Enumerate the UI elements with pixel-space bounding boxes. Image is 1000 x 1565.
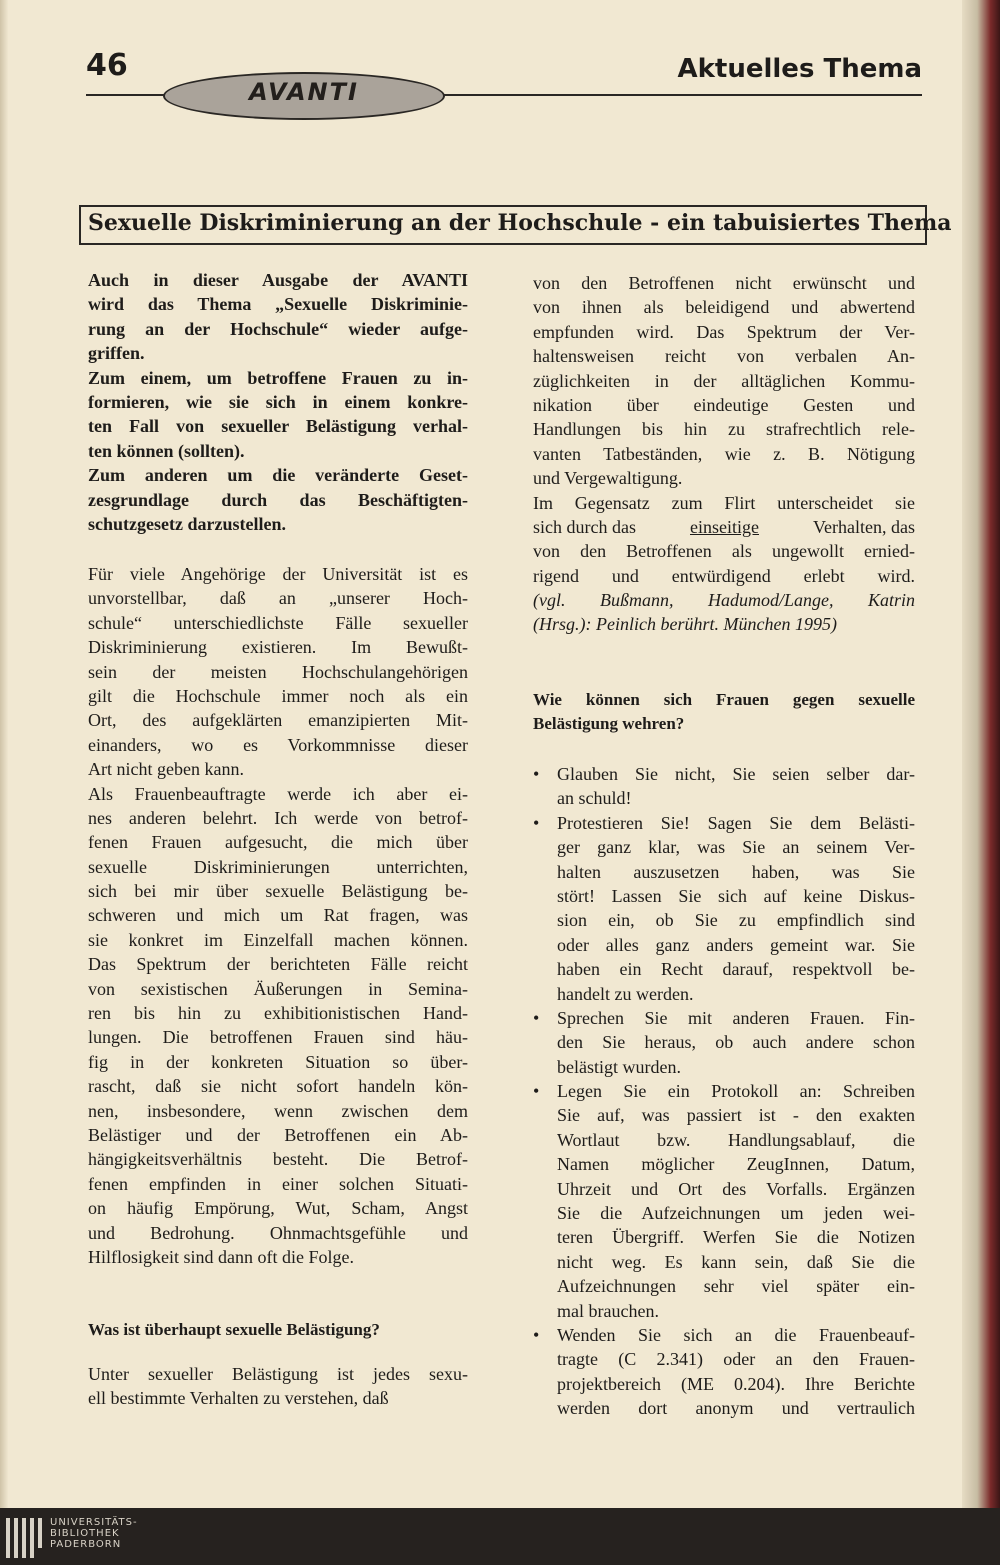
body-line: rascht, daß sie nicht sofort handeln kön- bbox=[88, 1076, 468, 1097]
page-number: 46 bbox=[86, 48, 128, 83]
bullet-line: haben ein Recht darauf, respektvoll be- bbox=[557, 959, 915, 980]
footer-bar bbox=[0, 1508, 1000, 1565]
article-title: Sexuelle Diskriminierung an der Hochschule - ein tabuisiertes Thema bbox=[88, 210, 952, 236]
body-line: fig in der konkreten Situation so über- bbox=[88, 1051, 468, 1072]
body-line: on häufig Empörung, Wut, Scham, Angst bbox=[88, 1198, 468, 1219]
bullet-line: handelt zu werden. bbox=[557, 983, 694, 1004]
bullet-line: mal brauchen. bbox=[557, 1300, 659, 1321]
body-line: nen, insbesondere, wenn zwischen dem bbox=[88, 1100, 468, 1121]
definition-line: ell bestimmte Verhalten zu verstehen, daß bbox=[88, 1388, 389, 1409]
definition-line: nikation über eindeutige Gesten und bbox=[533, 394, 915, 415]
body-line: und Bedrohung. Ohnmachtsgefühle und bbox=[88, 1222, 468, 1243]
bullet-line: Sie die Aufzeichnungen um jeden wei- bbox=[557, 1203, 915, 1224]
body-line: lungen. Die betroffenen Frauen sind häu- bbox=[88, 1027, 468, 1048]
bullet-icon: • bbox=[533, 812, 540, 833]
bullet-line: Wortlaut bzw. Handlungsablauf, die bbox=[557, 1129, 915, 1150]
bullet-line: Aufzeichnungen sehr viel später ein- bbox=[557, 1276, 915, 1297]
body-line: hängigkeitsverhältnis besteht. Die Betrof- bbox=[88, 1149, 468, 1170]
left-subheading-block bbox=[88, 1318, 468, 1342]
bullet-line: halten auszusetzen haben, was Sie bbox=[557, 861, 915, 882]
citation-line: (vgl. Bußmann, Hadumod/Lange, Katrin bbox=[533, 590, 915, 611]
bullet-item bbox=[533, 1006, 915, 1079]
library-logo-icon bbox=[6, 1518, 44, 1560]
flirt-line: rigend und entwürdigend erlebt wird. bbox=[533, 565, 915, 586]
flirt-line: Im Gegensatz zum Flirt unterscheidet sie bbox=[533, 492, 915, 513]
intro-line: Zum anderen um die veränderte Geset- bbox=[88, 465, 468, 486]
intro-line: griffen. bbox=[88, 343, 145, 364]
body-line: sich bei mir über sexuelle Belästigung be- bbox=[88, 881, 468, 902]
definition-line: von ihnen als beleidigend und abwertend bbox=[533, 297, 915, 318]
body-line: gilt die Hochschule immer noch als ein bbox=[88, 685, 468, 706]
avanti-logo: AVANTI bbox=[249, 78, 359, 106]
body-line: fenen empfinden in einer solchen Situati- bbox=[88, 1173, 468, 1194]
body-line: nes anderen belehrt. Ich werde von betrof- bbox=[88, 807, 468, 828]
bullet-line: Wenden Sie sich an die Frauenbeauf- bbox=[557, 1324, 915, 1345]
subheading-what-is: Was ist überhaupt sexuelle Belästigung? bbox=[88, 1320, 380, 1339]
body-line: sexuelle Diskriminierungen unterrichten, bbox=[88, 856, 468, 877]
underlined-word: einseitige bbox=[690, 516, 759, 537]
intro-line: zesgrundlage durch das Beschäftigten- bbox=[88, 489, 468, 510]
bullet-line: stört! Lassen Sie sich auf keine Diskus- bbox=[557, 885, 915, 906]
bullet-line: werden dort anonym und vertraulich bbox=[557, 1398, 915, 1419]
subheading-line: Belästigung wehren? bbox=[533, 714, 685, 734]
bullet-list bbox=[533, 762, 915, 1421]
body-line: Hilflosigkeit sind dann oft die Folge. bbox=[88, 1246, 354, 1267]
definition-line: Handlungen bis hin zu strafrechtlich rele- bbox=[533, 419, 915, 440]
body-line: Das Spektrum der berichteten Fälle reicht bbox=[88, 954, 468, 975]
intro-line: ten können (sollten). bbox=[88, 440, 245, 461]
intro-line: ten Fall von sexueller Belästigung verhal- bbox=[88, 416, 468, 437]
body-line: schweren und mich um Rat fragen, was bbox=[88, 905, 468, 926]
body-line: Diskriminierung existieren. Im Bewußt- bbox=[88, 637, 468, 658]
bullet-line: ger ganz klar, was Sie an seinem Ver- bbox=[557, 837, 915, 858]
body-line: fenen Frauen aufgesucht, die mich über bbox=[88, 832, 468, 853]
definition-line: empfunden wird. Das Spektrum der Ver- bbox=[533, 321, 915, 342]
body-line: Art nicht geben kann. bbox=[88, 759, 244, 780]
bullet-item bbox=[533, 1323, 915, 1421]
left-definition bbox=[88, 1362, 468, 1411]
bullet-icon: • bbox=[533, 1081, 540, 1102]
body-line: unvorstellbar, daß an „unserer Hoch- bbox=[88, 588, 468, 609]
bullet-icon: • bbox=[533, 1324, 540, 1345]
bullet-line: an schuld! bbox=[557, 788, 632, 809]
left-intro bbox=[88, 268, 468, 536]
bullet-item bbox=[533, 762, 915, 811]
body-line: schule“ unterschiedlichste Fälle sexueller bbox=[88, 612, 468, 633]
bullet-line: Glauben Sie nicht, Sie seien selber dar- bbox=[557, 764, 915, 784]
book-edge bbox=[962, 0, 1000, 1508]
bullet-line: Sprechen Sie mit anderen Frauen. Fin- bbox=[557, 1007, 915, 1028]
bullet-line: belästigt wurden. bbox=[557, 1056, 681, 1077]
bullet-line: Sie auf, was passiert ist - den exakten bbox=[557, 1105, 915, 1126]
bullet-line: Legen Sie ein Protokoll an: Schreiben bbox=[557, 1081, 915, 1102]
intro-line: schutzgesetz darzustellen. bbox=[88, 513, 286, 534]
section-title: Aktuelles Thema bbox=[677, 54, 922, 84]
bullet-line: Uhrzeit und Ort des Vorfalls. Ergänzen bbox=[557, 1178, 915, 1199]
flirt-line-emphasis bbox=[533, 515, 915, 539]
bullet-icon: • bbox=[533, 1007, 540, 1028]
flirt-text: Verhalten, das bbox=[813, 516, 915, 537]
library-line: PADERBORN bbox=[50, 1539, 122, 1550]
bullet-line: nicht weg. Es kann sein, daß Sie die bbox=[557, 1251, 915, 1272]
bullet-item bbox=[533, 1079, 915, 1323]
body-line: von sexistischen Äußerungen in Semina- bbox=[88, 978, 468, 999]
bullet-line: oder alles ganz anders gemeint war. Sie bbox=[557, 934, 915, 955]
body-line: Als Frauenbeauftragte werde ich aber ei- bbox=[88, 783, 468, 804]
bullet-line: Namen möglicher ZeugInnen, Datum, bbox=[557, 1154, 915, 1175]
body-line: sie konkret im Einzelfall machen können. bbox=[88, 929, 468, 950]
definition-line: und Vergewaltigung. bbox=[533, 468, 683, 489]
bullet-line: projektbereich (ME 0.204). Ihre Berichte bbox=[557, 1373, 915, 1394]
body-line: Ort, des aufgeklärten emanzipierten Mit- bbox=[88, 710, 468, 731]
definition-line: züglichkeiten in der alltäglichen Kommu- bbox=[533, 370, 915, 391]
intro-line: Auch in dieser Ausgabe der AVANTI bbox=[88, 270, 468, 290]
body-line: Belästiger und der Betroffenen ein Ab- bbox=[88, 1124, 468, 1145]
bullet-icon: • bbox=[533, 764, 540, 784]
bullet-line: Protestieren Sie! Sagen Sie dem Belästi- bbox=[557, 812, 915, 833]
definition-line: vanten Tatbeständen, wie z. B. Nötigung bbox=[533, 443, 915, 464]
bullet-line: den Sie heraus, ob auch andere schon bbox=[557, 1032, 915, 1053]
bullet-line: sion ein, ob Sie zu empfindlich sind bbox=[557, 910, 915, 931]
library-line: UNIVERSITÄTS- bbox=[50, 1517, 138, 1528]
flirt-line: von den Betroffenen als ungewollt ernied- bbox=[533, 541, 915, 562]
body-line: sein der meisten Hochschulangehörigen bbox=[88, 661, 468, 682]
definition-line: Unter sexueller Belästigung ist jedes sexu- bbox=[88, 1364, 468, 1384]
left-body bbox=[88, 562, 468, 1269]
citation-line: (Hrsg.): Peinlich berührt. München 1995) bbox=[533, 614, 837, 635]
intro-line: rung an der Hochschule“ wieder aufge- bbox=[88, 318, 468, 339]
right-definition bbox=[533, 271, 915, 637]
intro-line: formieren, wie sie sich in einem konkre- bbox=[88, 391, 468, 412]
library-name bbox=[50, 1517, 138, 1550]
bullet-item bbox=[533, 811, 915, 1006]
right-subheading bbox=[533, 688, 915, 737]
definition-line: von den Betroffenen nicht erwünscht und bbox=[533, 273, 915, 293]
body-line: einanders, wo es Vorkommnisse dieser bbox=[88, 734, 468, 755]
body-line: ren bis hin zu exhibitionistischen Hand- bbox=[88, 1003, 468, 1024]
page-gutter bbox=[0, 0, 8, 1508]
body-line: Für viele Angehörige der Universität ist es bbox=[88, 564, 468, 584]
bullet-line: teren Übergriff. Werfen Sie die Notizen bbox=[557, 1227, 915, 1248]
subheading-line: Wie können sich Frauen gegen sexuelle bbox=[533, 690, 915, 709]
intro-line: wird das Thema „Sexuelle Diskriminie- bbox=[88, 294, 468, 315]
flirt-text: sich durch das bbox=[533, 516, 636, 537]
library-line: BIBLIOTHEK bbox=[50, 1528, 120, 1539]
intro-line: Zum einem, um betroffene Frauen zu in- bbox=[88, 367, 468, 388]
bullet-line: tragte (C 2.341) oder an den Frauen- bbox=[557, 1349, 915, 1370]
definition-line: haltensweisen reicht von verbalen An- bbox=[533, 346, 915, 367]
